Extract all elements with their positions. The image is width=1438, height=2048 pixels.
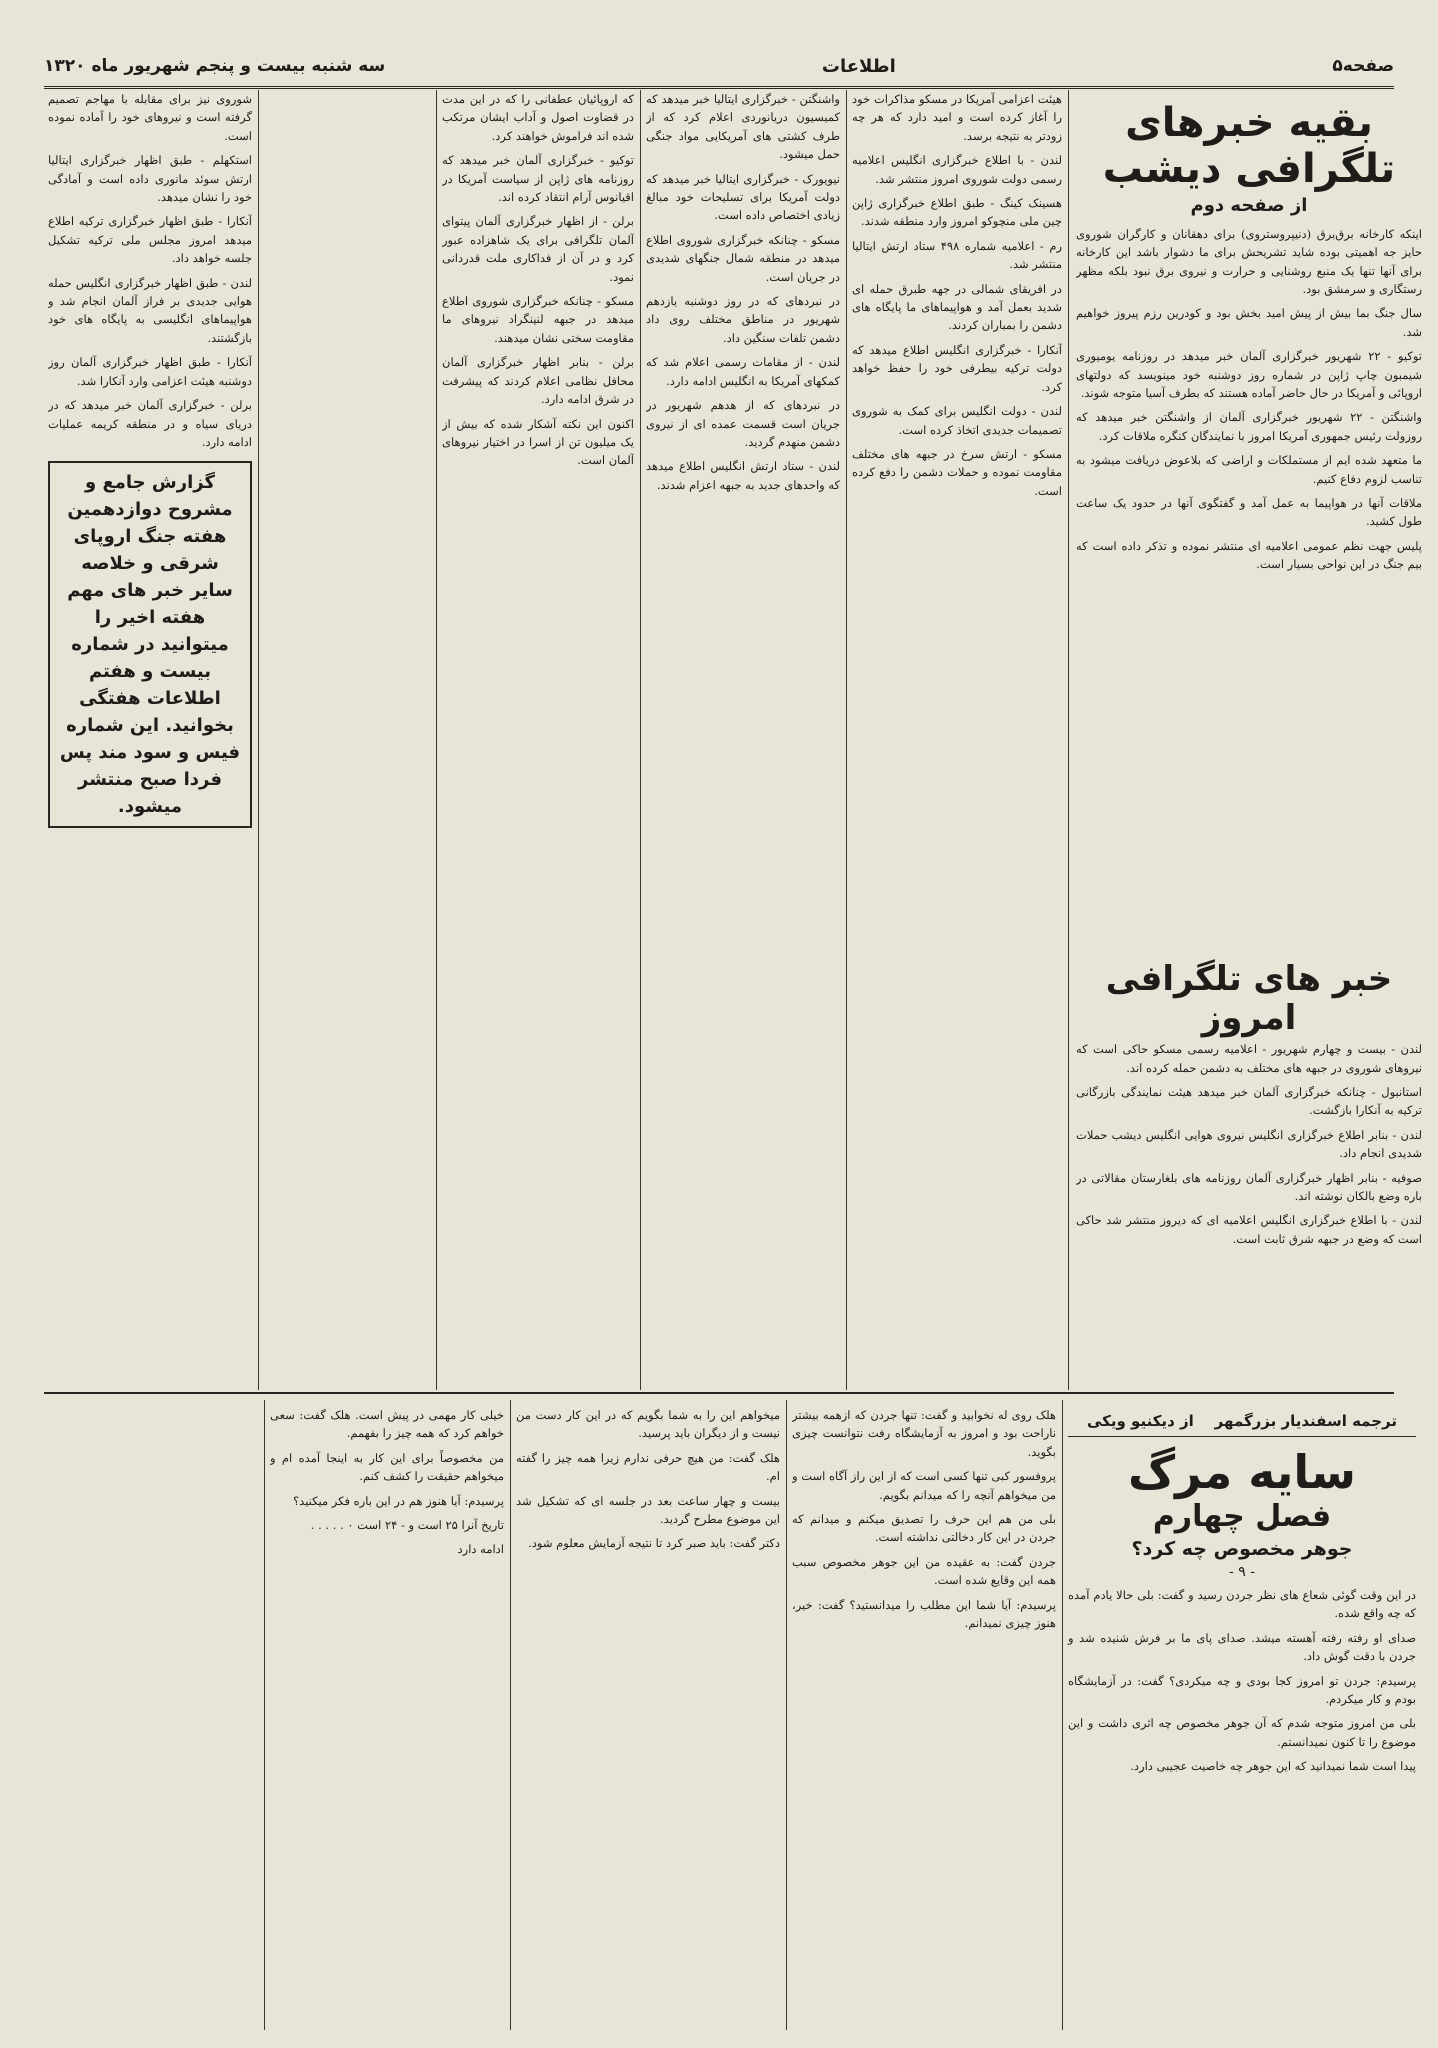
serial-text <box>1068 1586 1416 1776</box>
article-paragraph: اکنون این نکته آشکار شده که بیش از یک میلیون تن از اسرا در اختیار نیروهای آلمان است. <box>442 416 634 468</box>
serial-paragraph: هلک گفت: من هیچ حرفی ندارم زیرا همه چیز را گفته ام. <box>516 1450 780 1484</box>
section-divider <box>44 1392 1394 1394</box>
serial-paragraph: پرسیدم: آیا هنوز هم در این باره فکر میکنید؟ <box>293 1493 504 1508</box>
column-news-5 <box>48 90 252 1388</box>
article-paragraph: در نبردهای که از هدهم شهریور در جریان است قسمت عمده ای از نیروی دشمن منهدم گردید. <box>646 398 840 449</box>
column-rule <box>264 1400 265 2030</box>
article-paragraph: نیویورک - خبرگزاری ایتالیا خبر میدهد که دولت آمریکا برای تسلیحات خود مبالغ زیادی اختصاص داده است. <box>646 171 840 223</box>
serial-paragraph: پیدا است شما نمیدانید که این جوهر چه خاصیت عجیبی دارد. <box>1130 1759 1416 1774</box>
serial-paragraph: میخواهم این را به شما بگویم که در این کار دست من نیست و از دیگران باید پرسید. <box>516 1408 780 1441</box>
article-paragraph: اینکه کارخانه برق‌برق (دنیپروستروی) برای دهقانان و کارگران شوروی حایز جه اهمیتی بوده شاید تشریحش برای ما دشوار باشد این کارخانه برای آنها تنها یک منبع روشنایی و حرارت و نیروی برق نبود بلکه مظهر رستگاری و سرمشق بود. <box>1076 226 1422 296</box>
article-paragraph: مسکو - چنانکه خبرگزاری شوروی اطلاع میدهد در جبهه لنینگراد نیروهای ما مقاومت سختی نشان میدهند. <box>442 294 634 345</box>
serial-paragraph: صدای او رفته رفته آهسته میشد. صدای پای ما بر فرش شنیده شد و جردن با دقت گوش داد. <box>1068 1630 1416 1664</box>
article-paragraph: شوروی نیز برای مقابله با مهاجم تصمیم گرفته است و نیروهای خود را آماده نموده است. <box>48 92 252 143</box>
serial-title: سایه مرگ <box>1128 1445 1356 1499</box>
column-rule <box>846 90 847 1390</box>
article-paragraph: هسینک کینگ - طبق اطلاع خبرگزاری ژاپن چین ملی منچوکو امروز وارد منطقه شدند. <box>852 196 1062 229</box>
article-paragraph: لندن - بنابر اطلاع خبرگزاری انگلیس نیروی هوایی انگلیس دیشب حملات شدیدی انجام داد. <box>1076 1127 1422 1161</box>
serial-paragraph: دکتر گفت: باید صبر کرد تا نتیجه آزمایش معلوم شود. <box>528 1536 780 1551</box>
article-paragraph: لندن - طبق اظهار خبرگزاری انگلیس حمله هوایی جدیدی بر فراز آلمان انجام شد و هواپیماهای انگلیسی به پایگاه های خود بازگشتند. <box>48 275 252 345</box>
article-paragraph: برلن - خبرگزاری آلمان خبر میدهد که در دریای سیاه و در منطقه کریمه عملیات ادامه دارد. <box>48 398 252 449</box>
serial-paragraph: پرسیدم: جردن تو امروز کجا بودی و چه میکردی؟ گفت: در آزمایشگاه بودم و کار میکردم. <box>1068 1673 1416 1707</box>
serial-paragraph: من مخصوصاً برای این کار به اینجا آمده ام و میخواهم حقیقت را کشف کنم. <box>270 1450 504 1484</box>
serial-translator: ترجمه اسفندیار بزرگمهر <box>1214 1412 1398 1430</box>
article-paragraph: لندن - دولت انگلیس برای کمک به شوروی تصمیمات جدیدی اتخاذ کرده است. <box>852 404 1062 437</box>
article-paragraph: صوفیه - بنابر اظهار خبرگزاری آلمان روزنامه های بلغارستان مقالاتی در باره وضع بالکان نوشته اند. <box>1076 1170 1422 1204</box>
article-paragraph: هیئت اعزامی آمریکا در مسکو مذاکرات خود را آغاز کرده است و امید دارد که هر چه زودتر به نتیجه برسد. <box>852 92 1062 143</box>
article-paragraph: ما متعهد شده ایم از مستملکات و اراضی که بلاعوض دریافت میشود به تناسب لزوم دفاع کنیم. <box>1076 453 1422 486</box>
article-paragraph: آنکارا - طبق اظهار خبرگزاری آلمان روز دوشنبه هیئت اعزامی وارد آنکارا شد. <box>48 355 252 388</box>
serial-paragraph: پرسیدم: آیا شما این مطلب را میدانستید؟ گفت: خیر، هنوز چیزی نمیدانم. <box>792 1597 1056 1631</box>
serial-number: - ۹ - <box>1229 1564 1255 1580</box>
article-paragraph: توکیو - خبرگزاری آلمان خبر میدهد که روزنامه های ژاپن از سیاست آمریکا در اقیانوس آرام انتقاد کرده اند. <box>442 153 634 205</box>
today-headline: خبر های تلگرافی امروز <box>1105 959 1393 1039</box>
column-serial-mid <box>792 1406 1056 2026</box>
serial-paragraph: هلک روی له نخوابید و گفت: تنها جردن که ازهمه بیشتر ناراحت بود و امروز به آزمایشگاه رفت نتوانست چیزی بگوید. <box>792 1408 1056 1459</box>
column-main-news <box>1076 90 1422 970</box>
serial-paragraph: در این وقت گوئی شعاع های نظر جردن رسید و گفت: بلی حالا یادم آمده که چه واقع شده. <box>1068 1588 1416 1621</box>
article-paragraph: در افریقای شمالی در جهه طبرق حمله ای شدید بعمل آمد و هواپیماهای ما پایگاه های دشمن را بمباران کردند. <box>852 281 1062 333</box>
column-news-2 <box>852 90 1062 1388</box>
column-news-3 <box>646 90 840 1388</box>
article-paragraph: مسکو - چنانکه خبرگزاری شوروی اطلاع میدهد در منطقه شمال جنگهای شدیدی در جریان است. <box>646 232 840 284</box>
article-paragraph: لندن - با اطلاع خبرگزاری انگلیس اعلامیه رسمی دولت شوروی امروز منتشر شد. <box>852 153 1062 186</box>
serial-subtitle: جوهر مخصوص چه کرد؟ <box>1131 1538 1353 1560</box>
article-paragraph: که اروپائیان عطفانی را که در این مدت در قضاوت اصول و آداب ایشان مرتکب شده اند فراموش خواهند کرد. <box>442 92 634 143</box>
column-rule <box>258 90 259 1390</box>
column-rule <box>510 1400 511 2030</box>
column-serial-left <box>516 1406 780 2026</box>
main-subheadline: از صفحه دوم <box>1190 195 1308 216</box>
serial-chapter: فصل چهارم <box>1152 1499 1332 1534</box>
article-paragraph: استکهلم - طبق اظهار خبرگزاری ایتالیا ارتش سوئد مانوری داده است و آمادگی خود را نشان میدهد. <box>48 153 252 205</box>
column-news-4 <box>442 90 634 1388</box>
weekly-notice-box: گزارش جامع و مشروح دوازدهمین هفته جنگ اروپای شرقی و خلاصه سایر خبر های مهم هفته اخیر را میتوانید در شماره بیست و هفتم اطلاعات هفتگی بخوانید. این شماره فیس و سود مند پس فردا صبح منتشر میشود. <box>48 461 252 828</box>
article-paragraph: آنکارا - خبرگزاری انگلیس اطلاع میدهد که دولت ترکیه بیطرفی خود را حفظ خواهد کرد. <box>852 342 1062 394</box>
serial-credit <box>1068 1412 1416 1437</box>
column-rule <box>436 90 437 1390</box>
column-serial-far-left <box>270 1406 504 2026</box>
article-paragraph: لندن - با اطلاع خبرگزاری انگلیس اعلامیه ای که دیروز منتشر شد حاکی است که وضع در جبهه شرق ثابت است. <box>1076 1213 1422 1246</box>
article-paragraph: برلن - از اظهار خبرگزاری آلمان پیتوای آلمان تلگرافی برای یک شاهزاده عبور کرد و در آن از فداکاری ملت قدردانی نمود. <box>442 214 634 284</box>
serial-paragraph: جردن گفت: به عقیده من این جوهر مخصوص سبب همه این وقایع شده است. <box>792 1554 1056 1588</box>
article-paragraph: لندن - بیست و چهارم شهریور - اعلامیه رسمی مسکو حاکی است که نیروهای شوروی در جبهه های مختلف به دشمن حمله کرده اند. <box>1076 1042 1422 1075</box>
article-paragraph: مسکو - ارتش سرخ در جبهه های مختلف مقاومت نموده و حملات دشمن را دفع کرده است. <box>852 446 1062 498</box>
article-paragraph: استانبول - چنانکه خبرگزاری آلمان خبر میدهد هیئت نمایندگی بازرگانی ترکیه به آنکارا بازگشت. <box>1076 1085 1422 1118</box>
serial-paragraph: تاریخ آنرا ۲۵ است و - ۲۴ است ۰ . . . . . <box>310 1518 504 1533</box>
article-paragraph: برلن - بنابر اظهار خبرگزاری آلمان محافل نظامی اعلام کردند که پیشرفت در شرق ادامه دارد. <box>442 355 634 407</box>
paper-name: اطلاعات <box>821 55 896 77</box>
masthead <box>44 46 1394 89</box>
article-paragraph: پلیس جهت نظم عمومی اعلامیه ای منتشر نموده و تذکر داده است که بیم جنگ در این نواحی بسیار است. <box>1076 538 1422 572</box>
serial-paragraph: بلی من هم این حرف را تصدیق میکنم و میدانم که جردن در این کار دخالتی نداشته است. <box>792 1512 1056 1545</box>
article-paragraph: رم - اعلامیه شماره ۴۹۸ ستاد ارتش ایتالیا منتشر شد. <box>852 238 1062 272</box>
serial-paragraph: پروفسور کبی تنها کسی است که از این راز آگاه است و من میخواهم آنچه را که میدانم بگویم. <box>792 1469 1056 1502</box>
column-rule <box>640 90 641 1390</box>
serial-story <box>1068 1412 1416 2032</box>
column-rule <box>1062 1400 1063 2030</box>
serial-paragraph: ادامه دارد <box>457 1542 504 1557</box>
article-paragraph: واشنگتن - خبرگزاری ایتالیا خبر میدهد که کمیسیون دریانوردی اعلام کرد که از طرف کشتی های آمریکایی مواد جنگی حمل میشود. <box>646 92 840 162</box>
main-headline: بقیه خبرهای تلگرافی دیشب <box>1102 100 1396 192</box>
column-today-news <box>1076 950 1422 1390</box>
article-paragraph: سال جنگ بما بیش از پیش امید بخش بود و کودرین رزم پیروز خواهیم شد. <box>1076 306 1422 339</box>
serial-paragraph: خیلی کار مهمی در پیش است. هلک گفت: سعی خواهم کرد که همه چیز را بفهمم. <box>270 1408 504 1441</box>
article-paragraph: لندن - ستاد ارتش انگلیس اطلاع میدهد که واحدهای جدید به جبهه اعزام شدند. <box>646 459 840 492</box>
page-number: صفحه۵ <box>1332 56 1394 76</box>
article-paragraph: واشنگتن - ۲۲ شهریور خبرگزاری آلمان از واشنگتن خبر میدهد که روزولت رئیس جمهوری آمریکا امروز با نمایندگان کنگره ملاقات کرد. <box>1076 410 1422 443</box>
article-paragraph: در نبردهای که در روز دوشنبه یازدهم شهریور در مناطق مختلف روی داد دشمن تلفات سنگین داد. <box>646 294 840 345</box>
column-serial-leftmost <box>48 1406 258 2026</box>
serial-author: از دیکنیو ویکی <box>1086 1412 1194 1430</box>
article-paragraph: توکیو - ۲۲ شهریور خبرگزاری آلمان خبر میدهد در روزنامه یومیوری شیمبون چاپ ژاپن در شماره روز دوشنبه خود مینویسد که دولتهای اروپائی و آمریکا در حال حاضر آماده هستند که بطرف آسیا متوجه شوند. <box>1076 349 1422 400</box>
article-paragraph: آنکارا - طبق اظهار خبرگزاری ترکیه اطلاع میدهد امروز مجلس ملی ترکیه تشکیل جلسه خواهد داد. <box>48 214 252 266</box>
column-rule <box>1068 90 1069 1390</box>
article-paragraph: ملاقات آنها در هواپیما به عمل آمد و گفتگوی آنها در حدود یک ساعت طول کشید. <box>1076 495 1422 529</box>
column-rule <box>786 1400 787 2030</box>
serial-paragraph: بلی من امروز متوجه شدم که آن جوهر مخصوص چه اثری داشت و این موضوع را تا کنون نمیدانستم. <box>1068 1716 1416 1749</box>
issue-date: سه شنبه بیست و پنجم شهریور ماه ۱۳۲۰ <box>44 56 386 76</box>
article-paragraph: لندن - از مقامات رسمی اعلام شد که کمکهای آمریکا به انگلیس ادامه دارد. <box>646 355 840 388</box>
serial-paragraph: بیست و چهار ساعت بعد در جلسه ای که تشکیل شد این موضوع مطرح گردید. <box>516 1493 780 1527</box>
